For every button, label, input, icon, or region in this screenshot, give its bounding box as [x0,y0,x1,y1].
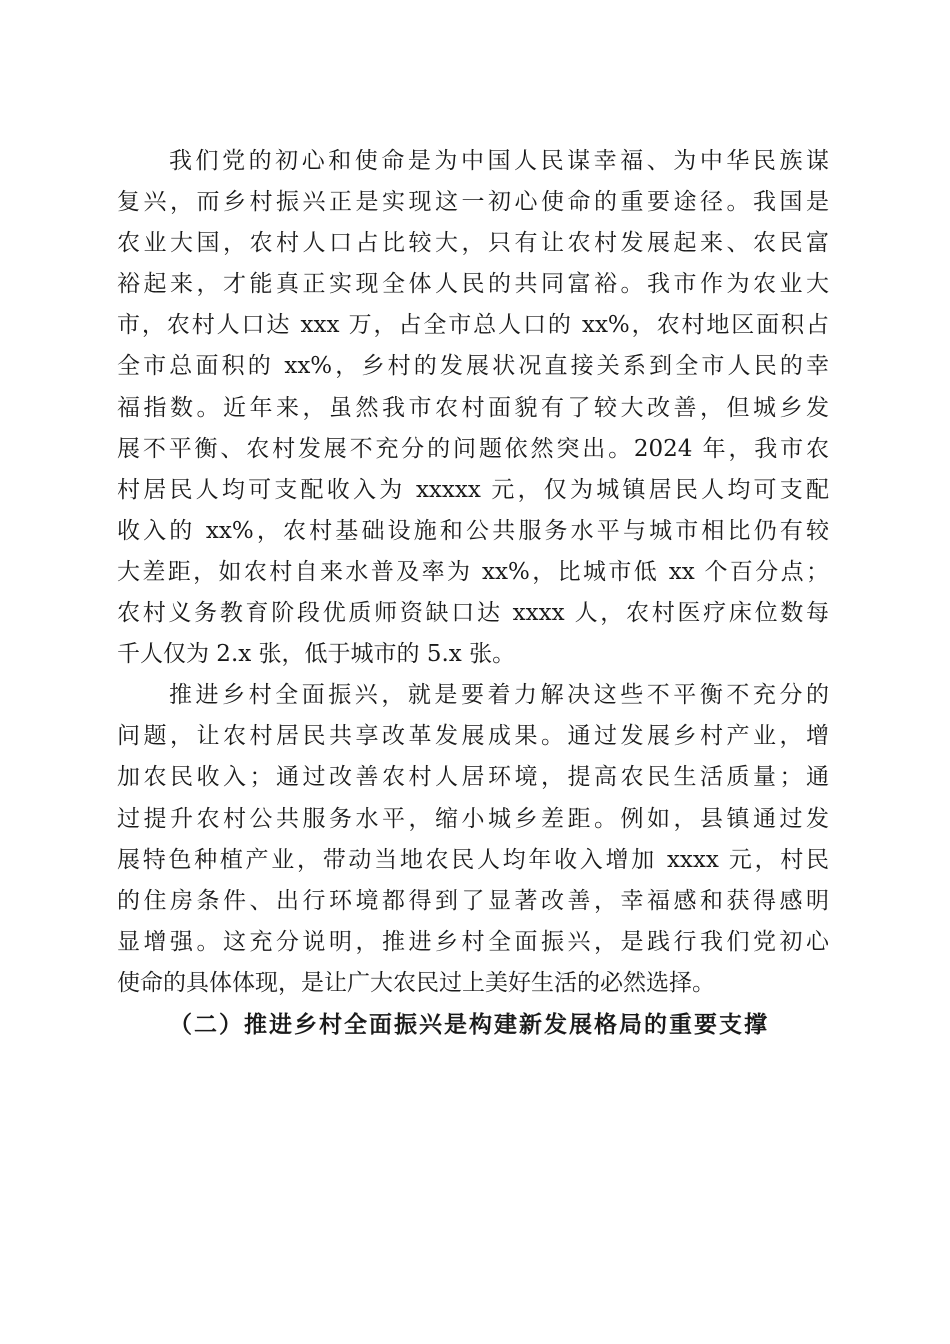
document-body [117,141,829,1045]
text-line: 过提升农村公共服务水平，缩小城乡差距。例如，县镇通过发 [117,805,829,832]
text-line: 加农民收入；通过改善农村人居环境，提高农民生活质量；通 [117,764,829,791]
text-line: 大差距，如农村自来水普及率为 xx%，比城市低 xx 个百分点； [117,558,829,585]
text-line: 村居民人均可支配收入为 xxxxx 元，仅为城镇居民人均可支配 [117,476,829,503]
text-line: 千人仅为 2.x 张，低于城市的 5.x 张。 [117,641,516,668]
text-line: 收入的 xx%，农村基础设施和公共服务水平与城市相比仍有较 [117,517,829,544]
text-line: 裕起来，才能真正实现全体人民的共同富裕。我市作为农业大 [117,271,829,298]
paragraph-1 [117,141,829,675]
text-line: 农业大国，农村人口占比较大，只有让农村发展起来、农民富 [117,230,829,257]
text-line: 全市总面积的 xx%，乡村的发展状况直接关系到全市人民的幸 [117,353,829,380]
text-line: 问题，让农村居民共享改革发展成果。通过发展乡村产业，增 [117,723,829,750]
text-line: 使命的具体体现，是让广大农民过上美好生活的必然选择。 [117,969,715,996]
text-line: 福指数。近年来，虽然我市农村面貌有了较大改善，但城乡发 [117,394,829,421]
text-line: 复兴，而乡村振兴正是实现这一初心使命的重要途径。我国是 [117,189,829,216]
text-line: 市，农村人口达 xxx 万，占全市总人口的 xx%，农村地区面积占 [117,312,829,339]
text-line: 展不平衡、农村发展不充分的问题依然突出。2024 年，我市农 [117,435,829,462]
text-line: 我们党的初心和使命是为中国人民谋幸福、为中华民族谋 [169,148,829,174]
text-line: 农村义务教育阶段优质师资缺口达 xxxx 人，农村医疗床位数每 [117,600,829,627]
text-line: 展特色种植产业，带动当地农民人均年收入增加 xxxx 元，村民 [117,846,829,873]
text-line: 显增强。这充分说明，推进乡村全面振兴，是践行我们党初心 [117,928,829,955]
text-line: 推进乡村全面振兴，就是要着力解决这些不平衡不充分的 [169,682,829,709]
paragraph-2 [117,675,829,1004]
section-heading: （二）推进乡村全面振兴是构建新发展格局的重要支撑 [169,1010,769,1038]
text-line: 的住房条件、出行环境都得到了显著改善，幸福感和获得感明 [117,887,829,914]
